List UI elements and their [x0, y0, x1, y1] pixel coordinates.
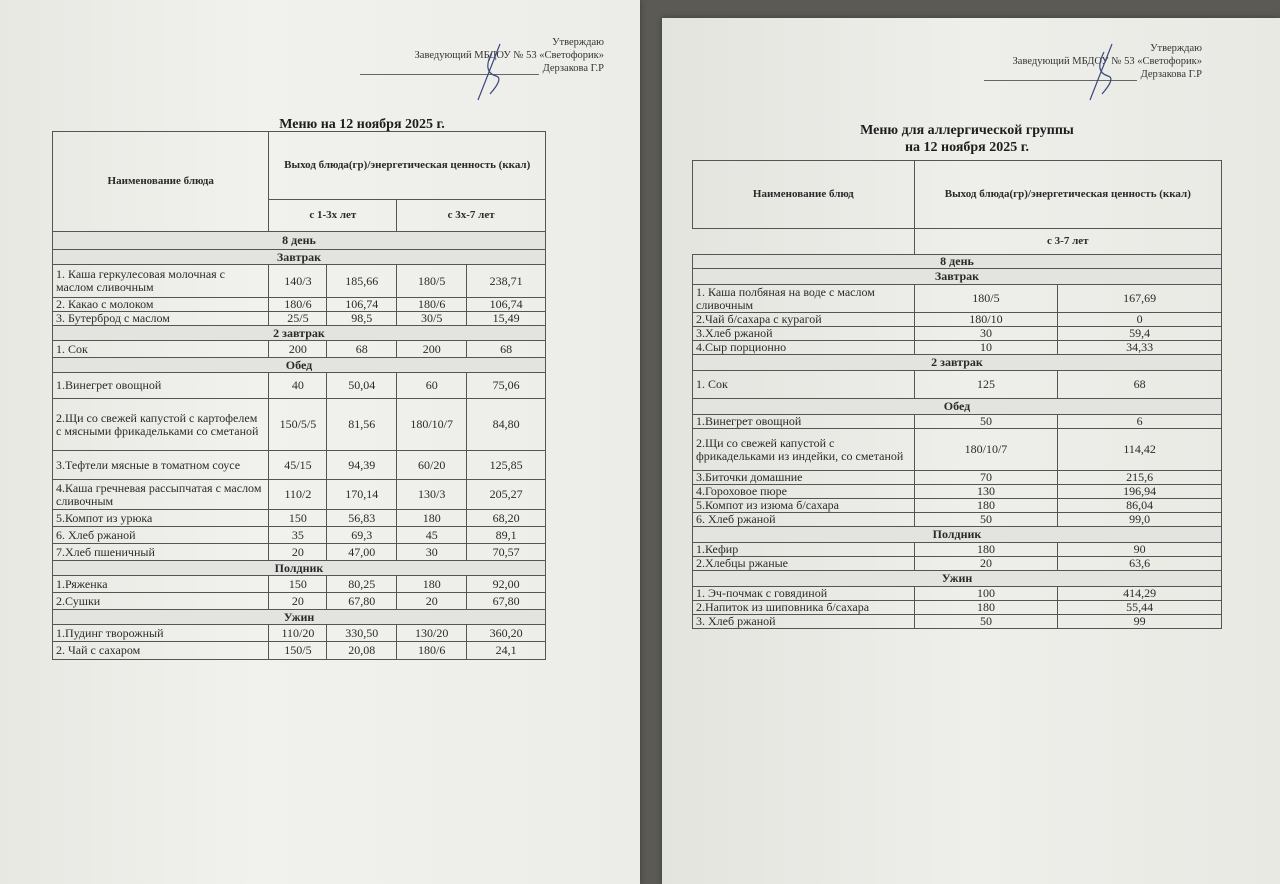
- dish-name: 2.Хлебцы ржаные: [693, 557, 915, 571]
- portion-1-3: 140/3: [269, 265, 327, 298]
- kcal-1-3: 94,39: [327, 451, 397, 480]
- portion-3-7: 180/10: [914, 313, 1058, 327]
- kcal-3-7: 59,4: [1058, 327, 1222, 341]
- dish-name: 4.Гороховое пюре: [693, 485, 915, 499]
- approval-line2-right: Заведующий МБДОУ № 53 «Светофорик»: [1012, 56, 1202, 67]
- table-row: [693, 313, 1222, 327]
- kcal-3-7: 63,6: [1058, 557, 1222, 571]
- table-row: [53, 593, 546, 610]
- portion-1-3: 110/20: [269, 625, 327, 642]
- kcal-3-7: 99,0: [1058, 513, 1222, 527]
- table-row: [53, 399, 546, 451]
- table-row: [693, 327, 1222, 341]
- approval-line1-right: Утверждаю: [1150, 43, 1202, 54]
- portion-3-7: 50: [914, 415, 1058, 429]
- portion-3-7: 50: [914, 615, 1058, 629]
- table-row: [693, 587, 1222, 601]
- section-title: 2 завтрак: [693, 355, 1222, 371]
- allergy-title-line2: на 12 ноября 2025 г.: [904, 140, 1030, 155]
- header-age-1-3: с 1-3х лет: [269, 200, 397, 232]
- dish-name: 1. Каша геркулесовая молочная с маслом сливочным: [53, 265, 269, 298]
- portion-3-7: 180/10/7: [397, 399, 467, 451]
- dish-name: 2.Щи со свежей капустой с фрикадельками из индейки, со сметаной: [693, 429, 915, 471]
- dish-name: 2. Чай с сахаром: [53, 642, 269, 660]
- dish-name: 1.Ряженка: [53, 576, 269, 593]
- table-row: [693, 499, 1222, 513]
- portion-3-7: 30: [914, 327, 1058, 341]
- kcal-1-3: 47,00: [327, 544, 397, 561]
- dish-name: 6. Хлеб ржаной: [53, 527, 269, 544]
- signature-mark-right: [1082, 42, 1122, 102]
- table-row: [693, 513, 1222, 527]
- section-title: Завтрак: [53, 250, 546, 265]
- kcal-3-7: 70,57: [467, 544, 546, 561]
- portion-1-3: 40: [269, 373, 327, 399]
- portion-1-3: 150/5: [269, 642, 327, 660]
- header-age-right: с 3-7 лет: [914, 229, 1221, 255]
- kcal-3-7: 84,80: [467, 399, 546, 451]
- kcal-1-3: 185,66: [327, 265, 397, 298]
- kcal-3-7: 99: [1058, 615, 1222, 629]
- portion-3-7: 180/10/7: [914, 429, 1058, 471]
- kcal-1-3: 80,25: [327, 576, 397, 593]
- table-row: [53, 576, 546, 593]
- portion-3-7: 20: [397, 593, 467, 610]
- dish-name: 1. Сок: [53, 341, 269, 358]
- kcal-3-7: 90: [1058, 543, 1222, 557]
- portion-3-7: 130/3: [397, 480, 467, 510]
- table-row: [53, 265, 546, 298]
- approval-line1: Утверждаю: [552, 37, 604, 48]
- table-row: [693, 429, 1222, 471]
- kcal-1-3: 330,50: [327, 625, 397, 642]
- dish-name: 3.Тефтели мясные в томатном соусе: [53, 451, 269, 480]
- table-row: [693, 341, 1222, 355]
- portion-3-7: 60: [397, 373, 467, 399]
- portion-3-7: 180: [914, 601, 1058, 615]
- kcal-3-7: 15,49: [467, 312, 546, 326]
- header-dish: Наименование блюда: [53, 132, 269, 232]
- approval-line3-right: Дерзакова Г.Р: [1140, 69, 1202, 80]
- portion-3-7: 30: [397, 544, 467, 561]
- section-title: Обед: [53, 358, 546, 373]
- allergy-menu-title: [812, 122, 1122, 156]
- header-age-3-7: с 3х-7 лет: [397, 200, 546, 232]
- portion-1-3: 150: [269, 510, 327, 527]
- section-title: Завтрак: [693, 269, 1222, 285]
- kcal-3-7: 125,85: [467, 451, 546, 480]
- dish-name: 1. Сок: [693, 371, 915, 399]
- table-row: [53, 625, 546, 642]
- kcal-3-7: 6: [1058, 415, 1222, 429]
- dish-name: 3.Биточки домашние: [693, 471, 915, 485]
- table-row: [53, 312, 546, 326]
- kcal-3-7: 106,74: [467, 298, 546, 312]
- table-row: [53, 480, 546, 510]
- approval-line2: Заведующий МБДОУ № 53 «Светофорик»: [414, 50, 604, 61]
- portion-3-7: 30/5: [397, 312, 467, 326]
- dish-name: 3.Хлеб ржаной: [693, 327, 915, 341]
- dish-name: 3. Хлеб ржаной: [693, 615, 915, 629]
- portion-1-3: 150/5/5: [269, 399, 327, 451]
- kcal-3-7: 34,33: [1058, 341, 1222, 355]
- kcal-3-7: 205,27: [467, 480, 546, 510]
- portion-3-7: 10: [914, 341, 1058, 355]
- kcal-3-7: 414,29: [1058, 587, 1222, 601]
- table-row: [53, 527, 546, 544]
- dish-name: 1. Эч-почмак с говядиной: [693, 587, 915, 601]
- kcal-1-3: 20,08: [327, 642, 397, 660]
- kcal-3-7: 215,6: [1058, 471, 1222, 485]
- kcal-3-7: 196,94: [1058, 485, 1222, 499]
- dish-name: 5.Компот из изюма б/сахара: [693, 499, 915, 513]
- day-label-right: 8 день: [693, 255, 1222, 269]
- allergy-title-line1: Меню для аллергической группы: [860, 123, 1074, 138]
- portion-3-7: 200: [397, 341, 467, 358]
- kcal-3-7: 55,44: [1058, 601, 1222, 615]
- portion-1-3: 200: [269, 341, 327, 358]
- table-row: [53, 341, 546, 358]
- portion-3-7: 180: [397, 576, 467, 593]
- portion-1-3: 180/6: [269, 298, 327, 312]
- section-title: Ужин: [693, 571, 1222, 587]
- kcal-3-7: 0: [1058, 313, 1222, 327]
- dish-name: 2.Чай б/сахара с курагой: [693, 313, 915, 327]
- menu-table: [52, 131, 546, 660]
- table-row: [693, 601, 1222, 615]
- section-title: Полдник: [693, 527, 1222, 543]
- dish-name: 3. Бутерброд с маслом: [53, 312, 269, 326]
- kcal-1-3: 68: [327, 341, 397, 358]
- portion-1-3: 20: [269, 544, 327, 561]
- kcal-3-7: 89,1: [467, 527, 546, 544]
- dish-name: 4.Сыр порционно: [693, 341, 915, 355]
- portion-1-3: 110/2: [269, 480, 327, 510]
- portion-3-7: 45: [397, 527, 467, 544]
- portion-3-7: 180/6: [397, 642, 467, 660]
- table-row: [693, 415, 1222, 429]
- kcal-3-7: 68,20: [467, 510, 546, 527]
- kcal-1-3: 69,3: [327, 527, 397, 544]
- table-row: [693, 485, 1222, 499]
- section-title: 2 завтрак: [53, 326, 546, 341]
- dish-name: 5.Компот из урюка: [53, 510, 269, 527]
- header-output-right: Выход блюда(гр)/энергетическая ценность (ккал): [914, 161, 1221, 229]
- portion-3-7: 180: [914, 499, 1058, 513]
- kcal-1-3: 81,56: [327, 399, 397, 451]
- table-row: [53, 451, 546, 480]
- kcal-3-7: 75,06: [467, 373, 546, 399]
- kcal-3-7: 167,69: [1058, 285, 1222, 313]
- portion-3-7: 100: [914, 587, 1058, 601]
- allergy-menu-page: [662, 18, 1280, 884]
- kcal-3-7: 92,00: [467, 576, 546, 593]
- kcal-1-3: 106,74: [327, 298, 397, 312]
- kcal-1-3: 50,04: [327, 373, 397, 399]
- portion-3-7: 130/20: [397, 625, 467, 642]
- header-dish-right: Наименование блюд: [693, 161, 915, 229]
- kcal-3-7: 68: [467, 341, 546, 358]
- table-row: [693, 543, 1222, 557]
- kcal-1-3: 98,5: [327, 312, 397, 326]
- kcal-3-7: 238,71: [467, 265, 546, 298]
- portion-3-7: 130: [914, 485, 1058, 499]
- portion-3-7: 180/5: [397, 265, 467, 298]
- allergy-menu-table: [692, 160, 1222, 629]
- portion-1-3: 25/5: [269, 312, 327, 326]
- dish-name: 4.Каша гречневая рассыпчатая с маслом сливочным: [53, 480, 269, 510]
- dish-name: 2.Сушки: [53, 593, 269, 610]
- table-row: [53, 510, 546, 527]
- table-row: [53, 642, 546, 660]
- dish-name: 1.Пудинг творожный: [53, 625, 269, 642]
- dish-name: 2.Щи со свежей капустой с картофелем с мясными фрикадельками со сметаной: [53, 399, 269, 451]
- approval-line3: Дерзакова Г.Р: [542, 63, 604, 74]
- portion-3-7: 180: [397, 510, 467, 527]
- portion-1-3: 150: [269, 576, 327, 593]
- dish-name: 1.Винегрет овощной: [693, 415, 915, 429]
- dish-name: 7.Хлеб пшеничный: [53, 544, 269, 561]
- table-row: [53, 298, 546, 312]
- kcal-3-7: 86,04: [1058, 499, 1222, 513]
- dish-name: 2.Напиток из шиповника б/сахара: [693, 601, 915, 615]
- dish-name: 1.Винегрет овощной: [53, 373, 269, 399]
- portion-3-7: 70: [914, 471, 1058, 485]
- header-output: Выход блюда(гр)/энергетическая ценность (ккал): [269, 132, 546, 200]
- table-row: [693, 371, 1222, 399]
- menu-table-body: [53, 132, 546, 660]
- portion-3-7: 50: [914, 513, 1058, 527]
- kcal-1-3: 56,83: [327, 510, 397, 527]
- section-title: Ужин: [53, 610, 546, 625]
- signature-mark: [470, 42, 510, 102]
- table-row: [693, 471, 1222, 485]
- table-row: [53, 544, 546, 561]
- portion-3-7: 60/20: [397, 451, 467, 480]
- kcal-3-7: 24,1: [467, 642, 546, 660]
- kcal-1-3: 67,80: [327, 593, 397, 610]
- table-row: [693, 615, 1222, 629]
- allergy-menu-table-body: [693, 161, 1222, 629]
- table-row: [693, 557, 1222, 571]
- dish-name: 1.Кефир: [693, 543, 915, 557]
- menu-title: Меню на 12 ноября 2025 г.: [279, 117, 445, 132]
- day-label: 8 день: [53, 232, 546, 250]
- kcal-1-3: 170,14: [327, 480, 397, 510]
- portion-3-7: 125: [914, 371, 1058, 399]
- portion-3-7: 180: [914, 543, 1058, 557]
- portion-3-7: 20: [914, 557, 1058, 571]
- dish-name: 2. Какао с молоком: [53, 298, 269, 312]
- table-row: [693, 285, 1222, 313]
- kcal-3-7: 114,42: [1058, 429, 1222, 471]
- portion-1-3: 20: [269, 593, 327, 610]
- dish-name: 6. Хлеб ржаной: [693, 513, 915, 527]
- dish-name: 1. Каша полбяная на воде с маслом сливочным: [693, 285, 915, 313]
- table-row: [53, 373, 546, 399]
- portion-1-3: 45/15: [269, 451, 327, 480]
- kcal-3-7: 67,80: [467, 593, 546, 610]
- section-title: Полдник: [53, 561, 546, 576]
- section-title: Обед: [693, 399, 1222, 415]
- kcal-3-7: 68: [1058, 371, 1222, 399]
- signature-line: [360, 62, 539, 75]
- portion-3-7: 180/5: [914, 285, 1058, 313]
- kcal-3-7: 360,20: [467, 625, 546, 642]
- portion-3-7: 180/6: [397, 298, 467, 312]
- portion-1-3: 35: [269, 527, 327, 544]
